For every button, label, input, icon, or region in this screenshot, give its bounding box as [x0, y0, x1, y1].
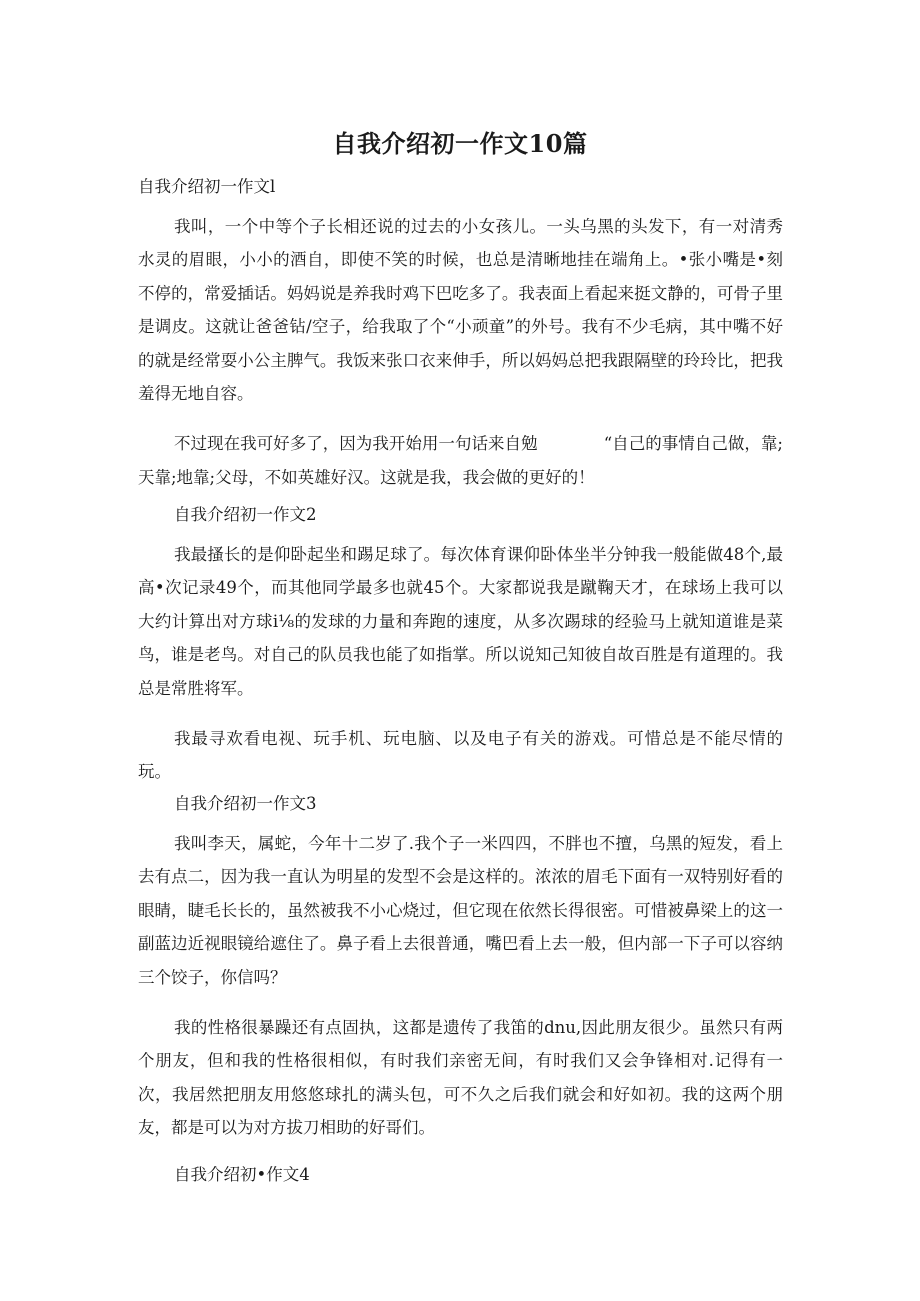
- section-heading: 自我介绍初一作文3: [174, 794, 317, 813]
- section-heading: 自我介绍初•作文4: [174, 1165, 310, 1184]
- document-title: 自我介绍初一作文10篇: [332, 129, 588, 158]
- paragraph: 我最搔长的是仰卧起坐和踢足球了。每次体育课仰卧体坐半分钟我一般能做48个,最高•次记录49个，而其他同学最多也就45个。大家都说我是蹴鞠天才，在球场上我可以大约计算出对方球i⅛的发球的力量和奔跑的速度，从多次踢球的经验马上就知道谁是菜鸟，谁是老鸟。对自己的队员我也能了如指掌。所以说知己知彼自故百胜是有道理的。我总是常胜将军。: [138, 544, 783, 698]
- section-heading: 自我介绍初一作文l: [138, 177, 276, 196]
- section-4: [138, 1158, 783, 1192]
- section-1: [138, 170, 783, 511]
- section-2: [138, 498, 783, 805]
- paragraph: 我叫，一个中等个子长相还说的过去的小女孩儿。一头乌黑的头发下，有一对清秀水灵的眉眼，小小的酒自，即使不笑的时候，也总是清晰地挂在端角上。•张小嘴是•刻不停的，常爱插话。妈妈说是养我时鸡下巴吃多了。我表面上看起来挺文静的，可骨子里是调皮。这就让爸爸钻/空子，给我取了个“小顽童”的外号。我有不少毛病，其中嘴不好的就是经常耍小公主脾气。我饭来张口衣来伸手，所以妈妈总把我跟隔壁的玲玲比，把我羞得无地自容。: [138, 216, 783, 403]
- section-heading: 自我介绍初一作文2: [174, 505, 317, 524]
- section-3: [138, 787, 783, 1161]
- paragraph: 我最寻欢看电视、玩手机、玩电脑、以及电子有关的游戏。可惜总是不能尽情的玩。: [138, 728, 783, 781]
- paragraph: 我的性格很暴躁还有点固执，这都是遗传了我笛的dnu,因此朋友很少。虽然只有两个朋友，但和我的性格很相似，有时我们亲密无间，有时我们又会争锋相对.记得有一次，我居然把朋友用悠悠球扎的满头包，可不久之后我们就会和好如初。我的这两个朋友，都是可以为对方拔刀相助的好哥们。: [138, 1017, 783, 1137]
- paragraph: 我叫李天，属蛇，今年十二岁了.我个子一米四四，不胖也不擅，乌黑的短发，看上去有点二，因为我一直认为明星的发型不会是这样的。浓浓的眉毛下面有一双特别好看的眼睛，睫毛长长的，虽然被我不小心烧过，但它现在依然长得很密。可惜被鼻梁上的这一副蓝边近视眼镜给遮住了。鼻子看上去很普通，嘴巴看上去一般，但内部一下子可以容纳三个饺子，你信吗？: [138, 833, 783, 987]
- paragraph: 不过现在我可好多了，因为我开始用一句话来自勉 “自己的事情自己做，靠;天靠;地靠;父母，不如英雄好汉。这就是我，我会做的更好的！: [138, 434, 783, 487]
